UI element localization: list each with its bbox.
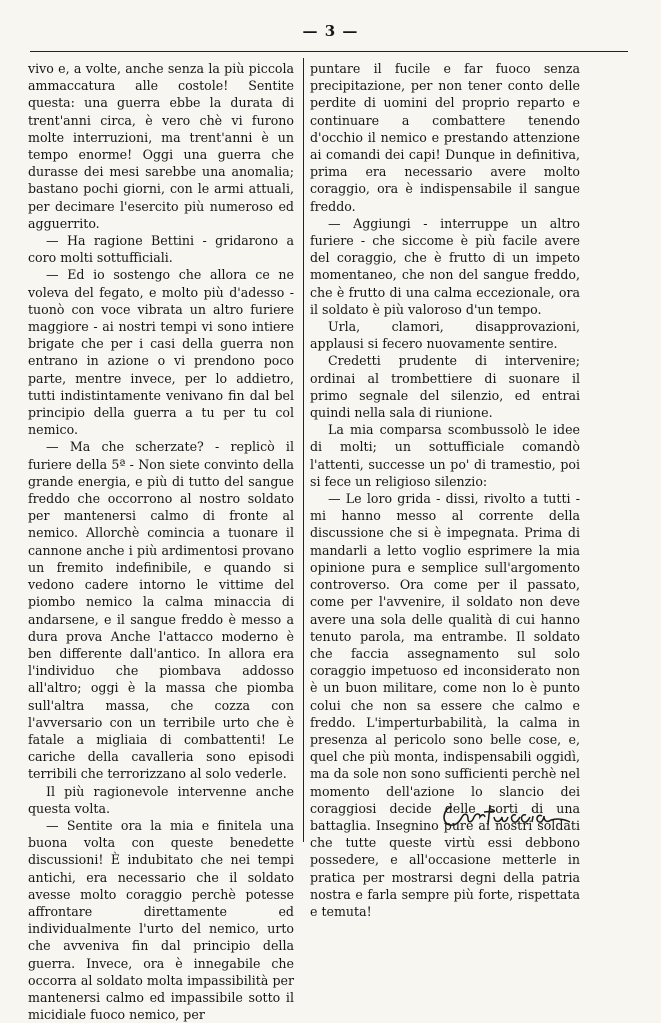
paragraph: — Ma che scherzate? - replicò il furiere della 5ª - Non siete convinto della grande energia, e più di tutto del sangue freddo che occorrono al nostro soldato per mantenersi calmo di fronte al nemico. Allorchè comincia a tuonare il cannone anche i più ardimentosi provano un fremito indefinibile, e quando si vedono cadere intorno le vittime del piombo nemico la calma minaccia di andarsene, e il sangue freddo è messo a dura prova Anche l'attacco moderno è ben differente dall'antico. In allora era l'individuo che piombava addosso all'altro; oggi è la massa che piomba sull'altra massa, che cozza con l'avversario con un terribile urto che è fatale a migliaia di combattenti! Le cariche della cavalleria sono episodi terribili che terrorizzano al solo vederle. xyxy=(28,439,294,782)
header-rule xyxy=(30,51,628,52)
paragraph: vivo e, a volte, anche senza la più piccola ammaccatura alle costole! Sentite questa: una guerra ebbe la durata di trent'anni circa, è vero chè vi furono molte interruzioni, ma trent'anni è un tempo enorme! Oggi una guerra che durasse dei mesi sarebbe una anomalia; bastano pochi giorni, con le armi attuali, per decimare l'esercito più numeroso ed agguerrito. xyxy=(28,61,294,231)
paragraph: — Ha ragione Bettini - gridarono a coro molti sottufficiali. xyxy=(28,233,294,266)
signature-cartuccia xyxy=(438,795,578,835)
paragraph: La mia comparsa scombussolò le idee di molti; un sottufficiale comandò l'attenti, successe un po' di tramestio, poi si fece un religioso silenzio: xyxy=(310,422,580,489)
paragraph: Urla, clamori, disapprovazioni, applausi si fecero nuovamente sentire. xyxy=(310,319,580,352)
paragraph: — Sentite ora la mia e finitela una buona volta con queste benedette discussioni! È indubitato che nei tempi antichi, era necessario che il soldato avesse molto coraggio perchè potesse affrontare direttamente ed individualmente l'urto del nemico, urto che avveniva fin dal principio della guerra. Invece, ora è innegabile che occorra al soldato molta impassibilità per mantenersi calmo ed impassibile sotto il micidiale fuoco nemico, per xyxy=(28,817,294,1023)
paragraph: Il più ragionevole intervenne anche questa volta. xyxy=(28,783,294,816)
left-column xyxy=(28,60,294,1023)
paragraph: puntare il fucile e far fuoco senza precipitazione, per non tener conto delle perdite di uomini del proprio reparto e continuare a combattere tenendo d'occhio il nemico e prestando attenzione ai comandi dei capi! Dunque in definitiva, prima era necessario avere molto coraggio, ora è indispensabile il sangue freddo. xyxy=(310,61,580,214)
paragraph: — Le loro grida - dissi, rivolto a tutti - mi hanno messo al corrente della discussione che si è impegnata. Prima di mandarli a letto voglio esprimere la mia opinione pura e semplice sull'argomento controverso. Ora come per il passato, come per l'avvenire, il soldato non deve avere una sola delle qualità di cui hanno tenuto parola, ma entrambe. Il soldato che faccia assegnamento sul solo coraggio impetuoso ed inconsiderato non è un buon militare, come non lo è punto colui che non sa essere che calmo e freddo. L'imperturbabilità, la calma in presenza al pericolo sono belle cose, e, quel che più monta, indispensabili oggidì, ma da sole non sono sufficienti perchè nel momento dell'azione lo slancio dei coraggiosi decide delle sorti di una battaglia. Insegnino pure ai nostri soldati che tutte queste virtù essi debbono possedere, e all'occasione metterle in pratica per mostrarsi degni della patria nostra e farla sempre più forte, rispettata e temuta! xyxy=(310,491,580,919)
paragraph: Credetti prudente di intervenire; ordinai al trombettiere di suonare il primo segnale del silenzio, ed entrai quindi nella sala di riunione. xyxy=(310,353,580,421)
paragraph: — Aggiungi - interruppe un altro furiere - che siccome è più facile avere del coraggio, che è frutto di un impeto momentaneo, che non del sangue freddo, che è frutto di una calma eccezionale, ora il soldato è più valoroso d'un tempo. xyxy=(310,215,580,317)
paragraph: — Ed io sostengo che allora ce ne voleva del fegato, e molto più d'adesso - tuonò con voce vibrata un altro furiere maggiore - ai nostri tempi vi sono intiere brigate che per i casi della guerra non entrano in azione o vi prendono poco parte, mentre invece, per lo addietro, tutti indistintamente venivano fin dal bel principio della guerra a tu per tu col nemico. xyxy=(28,267,294,438)
page-number: — 3 — xyxy=(302,22,359,40)
column-divider xyxy=(303,58,304,842)
right-column xyxy=(310,60,580,920)
